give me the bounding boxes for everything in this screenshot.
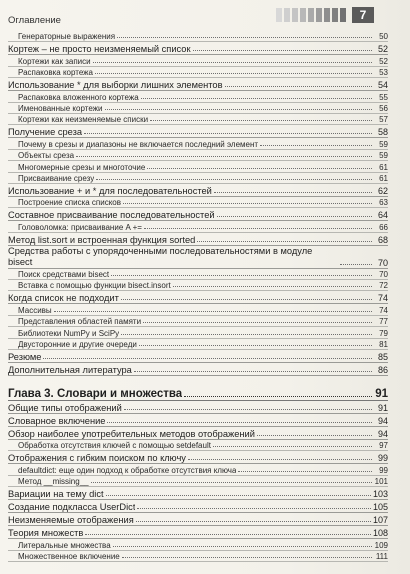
header-bar — [324, 8, 330, 22]
toc-page-number: 59 — [379, 151, 388, 161]
toc-leader-dots — [213, 446, 372, 447]
header-bar — [332, 8, 338, 22]
toc-entry-title: Отображения с гибким поиском по ключу — [8, 453, 186, 464]
toc-entry-title: Использование * для выборки лишних элементов — [8, 80, 223, 91]
toc-entry-title: Резюме — [8, 352, 42, 363]
toc-page-number: 64 — [377, 210, 388, 221]
header-bar — [284, 8, 290, 22]
toc-page-number: 109 — [374, 540, 388, 550]
toc-leader-dots — [117, 37, 372, 38]
toc-entry-title: Словарное включение — [8, 416, 106, 427]
toc-chapter — [8, 384, 388, 401]
toc-section — [8, 526, 388, 539]
toc-leader-dots — [107, 422, 372, 423]
page-number: 7 — [352, 7, 374, 23]
toc-page-number: 94 — [377, 416, 388, 427]
toc-leader-dots — [238, 471, 372, 472]
header-bar — [316, 8, 322, 22]
toc-page-number: 59 — [379, 139, 388, 149]
toc-leader-dots — [124, 409, 372, 410]
toc-subsection — [8, 464, 388, 475]
toc-entry-title: Создание подкласса UserDict — [8, 502, 136, 513]
toc-subsection — [8, 551, 388, 562]
toc-page-number: 99 — [377, 453, 388, 464]
toc-entry-title: Вариации на тему dict — [8, 489, 104, 500]
toc-leader-dots — [173, 286, 372, 287]
toc-entry-title: Объекты среза — [18, 151, 75, 161]
toc-subsection — [8, 476, 388, 487]
toc-subsection — [8, 327, 388, 338]
toc-entry-title: Кортежи как записи — [18, 56, 91, 66]
toc-subsection — [8, 539, 388, 550]
toc-leader-dots — [85, 534, 371, 535]
toc-leader-dots — [113, 546, 372, 547]
toc-entry-title: Распаковка кортежа — [18, 68, 93, 78]
toc-leader-dots — [150, 120, 372, 121]
toc-subsection — [8, 197, 388, 208]
toc-section — [8, 451, 388, 464]
toc-entry-title: Получение среза — [8, 127, 83, 138]
toc-subsection — [8, 103, 388, 114]
toc-entry-title: Кортеж – не просто неизменяемый список — [8, 44, 191, 55]
header-bar — [300, 8, 306, 22]
toc-page-number: 81 — [379, 340, 388, 350]
toc-leader-dots — [106, 495, 371, 496]
toc-leader-dots — [95, 73, 372, 74]
toc-leader-dots — [197, 241, 372, 242]
toc-leader-dots — [54, 311, 372, 312]
toc-leader-dots — [121, 299, 372, 300]
toc-page-number: 99 — [379, 465, 388, 475]
toc-entry-title: Вставка с помощью функции bisect.insort — [18, 281, 171, 291]
toc-subsection — [8, 339, 388, 350]
toc-section — [8, 350, 388, 363]
toc-subsection — [8, 280, 388, 291]
toc-subsection — [8, 138, 388, 149]
toc-page-number: 52 — [379, 56, 388, 66]
toc-page-number: 85 — [377, 352, 388, 363]
toc-entry-title: Присваивание срезу — [18, 173, 95, 183]
toc-section — [8, 233, 388, 246]
toc-page-number: 77 — [379, 317, 388, 327]
toc-page-number: 91 — [375, 388, 388, 401]
toc-entry-title: Глава 3. Словари и множества — [8, 388, 183, 401]
toc-section — [8, 184, 388, 197]
toc-leader-dots — [143, 322, 372, 323]
toc-leader-dots — [144, 228, 372, 229]
header-bar — [340, 8, 346, 22]
toc-section — [8, 427, 388, 440]
toc-entry-title: Многомерные срезы и многоточие — [18, 162, 146, 172]
toc-entry-title: Обзор наиболее употребительных методов отображений — [8, 429, 255, 440]
toc-subsection — [8, 150, 388, 161]
toc-leader-dots — [96, 179, 372, 180]
header-decoration — [276, 8, 346, 22]
toc-entry-title: Головоломка: присваивание A += — [18, 222, 142, 232]
toc-page-number: 111 — [375, 551, 388, 561]
toc-entry-title: Распаковка вложенного кортежа — [18, 92, 139, 102]
toc-page-number: 50 — [379, 32, 388, 42]
toc-page-number: 74 — [379, 305, 388, 315]
toc-entry-title: Массивы — [18, 305, 52, 315]
toc-leader-dots — [43, 358, 372, 359]
toc-page-number: 86 — [377, 365, 388, 376]
header-bar — [276, 8, 282, 22]
toc-subsection — [8, 173, 388, 184]
toc-subsection — [8, 316, 388, 327]
toc-page-number: 62 — [377, 185, 388, 196]
toc-leader-dots — [260, 145, 372, 146]
toc-entry-title: Неизменяемые отображения — [8, 515, 134, 526]
toc-subsection — [8, 440, 388, 451]
toc-page-number: 55 — [379, 92, 388, 102]
toc-entry-title: Метод __missing__ — [18, 477, 89, 487]
toc-leader-dots — [147, 168, 372, 169]
toc-page-number: 52 — [377, 44, 388, 55]
toc-section — [8, 487, 388, 500]
toc-entry-title: Метод list.sort и встроенная функция sorted — [8, 234, 196, 245]
toc-entry-title: Двусторонние и другие очереди — [18, 340, 137, 350]
toc-section — [8, 125, 388, 138]
toc-leader-dots — [84, 133, 372, 134]
toc-page-number: 72 — [379, 281, 388, 291]
toc-section — [8, 291, 388, 304]
toc-subsection — [8, 221, 388, 232]
toc-page-number: 61 — [379, 162, 388, 172]
toc-leader-dots — [91, 482, 372, 483]
toc-leader-dots — [217, 216, 372, 217]
toc-leader-dots — [136, 521, 371, 522]
toc-leader-dots — [188, 459, 372, 460]
toc-leader-dots — [193, 50, 372, 51]
toc-subsection — [8, 161, 388, 172]
toc-leader-dots — [257, 435, 372, 436]
toc-entry-title: Когда список не подходит — [8, 293, 119, 304]
toc-page-number: 103 — [372, 489, 388, 500]
toc-section — [8, 208, 388, 221]
toc-subsection — [8, 31, 388, 42]
toc-leader-dots — [76, 156, 372, 157]
toc-subsection — [8, 67, 388, 78]
toc-section — [8, 78, 388, 91]
toc-leader-dots — [122, 557, 372, 558]
toc-page-number: 70 — [379, 270, 388, 280]
toc-entry-title: Средства работы с упорядоченными последовательностями в модуле bisect — [8, 245, 313, 267]
toc-entry-title: Генераторные выражения — [18, 32, 116, 42]
toc-leader-dots — [134, 371, 372, 372]
toc-page-number: 101 — [374, 477, 388, 487]
toc-section — [8, 401, 388, 414]
toc-entry-title: Поиск средствами bisect — [18, 270, 110, 280]
toc-leader-dots — [139, 345, 372, 346]
toc-leader-dots — [137, 508, 371, 509]
toc-section — [8, 42, 388, 55]
toc-entry-title: Теория множеств — [8, 528, 84, 539]
toc-entry-title: Библиотеки NumPy и SciPy — [18, 328, 120, 338]
toc-page-number: 56 — [379, 103, 388, 113]
toc-section — [8, 414, 388, 427]
toc-leader-dots — [105, 109, 373, 110]
toc-entry-title: Использование + и * для последовательностей — [8, 185, 212, 196]
toc-page-number: 54 — [377, 80, 388, 91]
toc-page-number: 74 — [377, 293, 388, 304]
toc-entry-title: Кортежи как неизменяемые списки — [18, 115, 149, 125]
header-bar — [308, 8, 314, 22]
toc-leader-dots — [184, 396, 372, 397]
toc-leader-dots — [225, 86, 372, 87]
toc-entry-title: defaultdict: еще один подход к обработке отсутствия ключа — [18, 465, 237, 475]
toc-leader-dots — [121, 334, 372, 335]
toc-page-number: 57 — [379, 115, 388, 125]
toc-entry-title: Почему в срезы и диапазоны не включается последний элемент — [18, 139, 259, 149]
toc-page-number: 105 — [372, 502, 388, 513]
toc-page-number: 66 — [379, 222, 388, 232]
running-header: Оглавление — [8, 15, 61, 26]
toc-leader-dots — [340, 264, 372, 265]
toc-entry-title: Построение списка списков — [18, 198, 122, 208]
toc-leader-dots — [214, 192, 372, 193]
toc-leader-dots — [93, 62, 372, 63]
toc-subsection — [8, 304, 388, 315]
toc-leader-dots — [123, 203, 372, 204]
toc-entry-title: Обработка отсутствия ключей с помощью setdefault — [18, 441, 211, 451]
toc-page-number: 97 — [379, 441, 388, 451]
toc-section — [8, 500, 388, 513]
toc-entry-title: Множественное включение — [18, 551, 120, 561]
toc-subsection — [8, 91, 388, 102]
toc-leader-dots — [111, 275, 372, 276]
table-of-contents — [8, 31, 388, 562]
toc-entry-title: Общие типы отображений — [8, 403, 122, 414]
toc-entry-title: Именованные кортежи — [18, 103, 103, 113]
toc-subsection — [8, 269, 388, 280]
toc-entry-title: Литеральные множества — [18, 540, 111, 550]
toc-entry-title: Дополнительная литература — [8, 365, 132, 376]
header-bar — [292, 8, 298, 22]
toc-page-number: 79 — [379, 328, 388, 338]
toc-page-number: 63 — [379, 198, 388, 208]
toc-page-number: 108 — [372, 528, 388, 539]
toc-page-number: 70 — [377, 257, 388, 268]
toc-section — [8, 363, 388, 376]
toc-subsection — [8, 114, 388, 125]
toc-section — [8, 246, 388, 269]
toc-entry-title: Представления областей памяти — [18, 317, 142, 327]
toc-page-number: 91 — [377, 403, 388, 414]
toc-leader-dots — [141, 98, 372, 99]
toc-page-number: 53 — [379, 68, 388, 78]
toc-page-number: 68 — [377, 234, 388, 245]
toc-section — [8, 513, 388, 526]
toc-page-number: 94 — [377, 429, 388, 440]
toc-page-number: 58 — [377, 127, 388, 138]
toc-entry-title: Составное присваивание последовательностей — [8, 210, 215, 221]
toc-subsection — [8, 55, 388, 66]
toc-page-number: 107 — [372, 515, 388, 526]
toc-page-number: 61 — [379, 173, 388, 183]
